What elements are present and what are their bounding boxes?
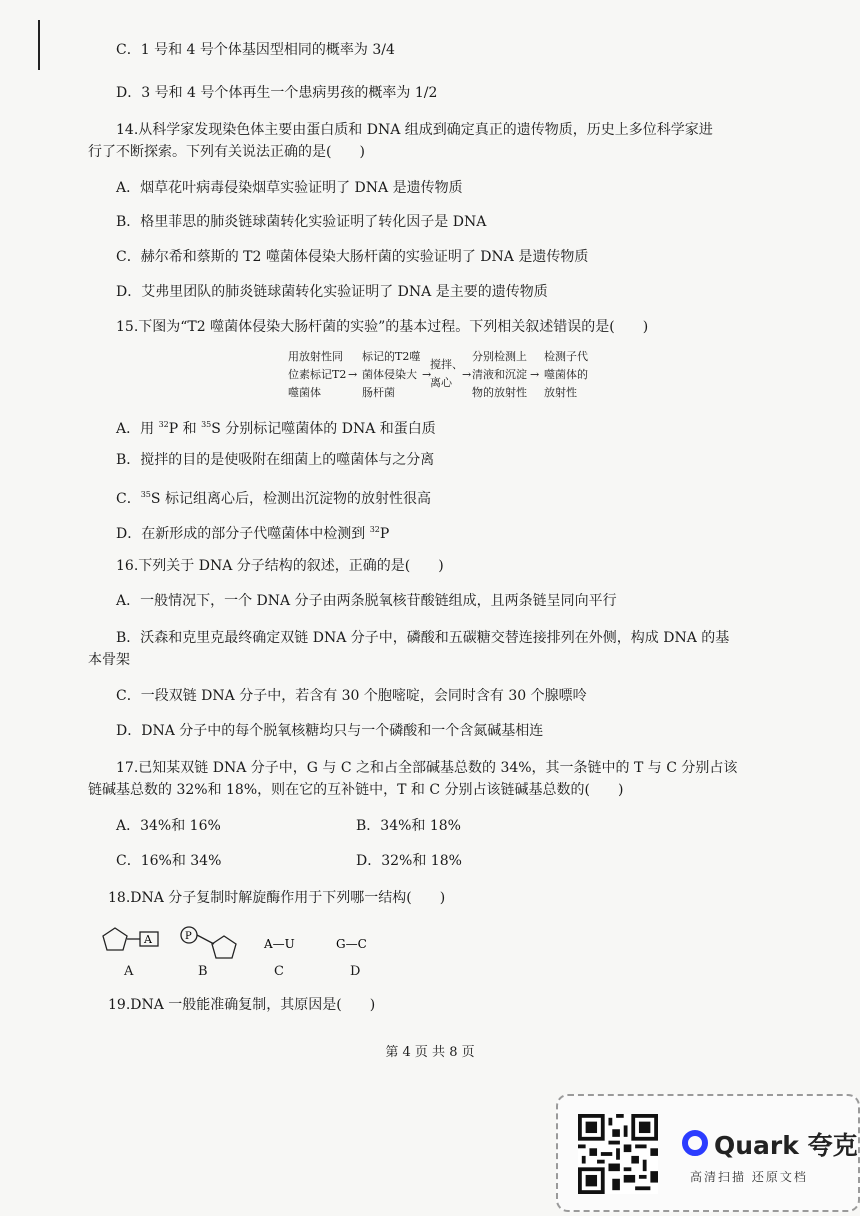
brand-tagline: 高清扫描 还原文档 — [690, 1170, 808, 1184]
option-15d: D．在新形成的部分子代噬菌体中检测到 $^{32}$P — [116, 525, 390, 542]
option-16b-line2: 本骨架 — [88, 652, 130, 668]
diagram-label-c: C — [274, 964, 284, 979]
option-16c: C．一段双链 DNA 分子中，若含有 30 个胞嘧啶，会同时含有 30 个腺嘌呤 — [116, 688, 587, 704]
question-15: 15.下图为“T2 噬菌体侵染大肠杆菌的实验”的基本过程。下列相关叙述错误的是( ) — [116, 319, 649, 335]
flow-step4-l2: 清液和沉淀 — [472, 368, 527, 381]
diagram-label-d: D — [350, 964, 361, 979]
diagram-label-b: B — [198, 964, 208, 979]
option-16d: D．DNA 分子中的每个脱氧核糖均只与一个磷酸和一个含氮碱基相连 — [116, 723, 544, 739]
brand-name: Quark 夸克 — [714, 1131, 858, 1160]
option-13c: C．1 号和 4 号个体基因型相同的概率为 3/4 — [116, 42, 395, 58]
option-15b: B．搅拌的目的是使吸附在细菌上的噬菌体与之分离 — [116, 452, 435, 468]
option-17c: C．16%和 34% — [116, 853, 222, 869]
option-16b-line1: B．沃森和克里克最终确定双链 DNA 分子中，磷酸和五碳糖交替连接排列在外侧，构成 DNA 的基 — [116, 630, 730, 646]
phosphate-text: P — [185, 931, 192, 942]
scanner-watermark-badge — [556, 1094, 860, 1212]
flow-step5-l1: 检测子代 — [544, 350, 588, 363]
pair-d-text: G—C — [336, 937, 367, 951]
question-18: 18.DNA 分子复制时解旋酶作用于下列哪一结构( ) — [108, 890, 446, 906]
structure-options-diagram — [100, 924, 400, 984]
bond-b-line — [197, 935, 214, 944]
question-19: 19.DNA 一般能准确复制，其原因是( ) — [108, 997, 376, 1013]
question-16: 16.下列关于 DNA 分子结构的叙述，正确的是( ) — [116, 558, 444, 574]
flow-arrow-3: → — [462, 368, 472, 381]
qr-code-icon — [578, 1114, 658, 1194]
base-box-a-text: A — [144, 933, 152, 946]
flow-step5-l3: 放射性 — [544, 386, 577, 399]
flow-step1-l2: 位素标记T2 — [288, 368, 347, 381]
pentose-a-shape — [103, 928, 127, 950]
flow-step2-l3: 肠杆菌 — [362, 386, 395, 399]
option-14b: B．格里菲思的肺炎链球菌转化实验证明了转化因子是 DNA — [116, 214, 487, 230]
experiment-flowchart — [288, 348, 618, 404]
flow-step2-l2: 菌体侵染大 — [362, 368, 417, 381]
option-14a: A．烟草花叶病毒侵染烟草实验证明了 DNA 是遗传物质 — [116, 180, 463, 196]
option-16a: A．一般情况下，一个 DNA 分子由两条脱氧核苷酸链组成，且两条链呈同向平行 — [116, 593, 617, 609]
flow-step1-l1: 用放射性同 — [288, 350, 343, 363]
structure-figures — [100, 924, 400, 964]
flow-step5-l2: 噬菌体的 — [544, 368, 588, 381]
option-14d: D．艾弗里团队的肺炎链球菌转化实验证明了 DNA 是主要的遗传物质 — [116, 284, 548, 300]
option-17a: A．34%和 16% — [116, 818, 221, 834]
option-15c: C．$^{35}$S 标记组离心后，检测出沉淀物的放射性很高 — [116, 490, 431, 507]
question-17-line2: 链碱基总数的 32%和 18%，则在它的互补链中，T 和 C 分别占该链碱基总数的( ) — [88, 782, 624, 798]
flow-arrow-2: → — [422, 368, 432, 381]
option-14c: C．赫尔希和蔡斯的 T2 噬菌体侵染大肠杆菌的实验证明了 DNA 是遗传物质 — [116, 249, 589, 265]
pentose-b-shape — [212, 936, 236, 958]
flow-step2-l1: 标记的T2噬 — [362, 350, 421, 363]
question-14-line1: 14.从科学家发现染色体主要由蛋白质和 DNA 组成到确定真正的遗传物质，历史上多位科学家进 — [116, 122, 713, 138]
flow-step3-l1: 搅拌、 — [430, 358, 463, 371]
flow-step4-l3: 物的放射性 — [472, 386, 527, 399]
margin-mark — [38, 20, 40, 70]
option-15a: A．用 $^{32}$P 和 $^{35}$S 分别标记噬菌体的 DNA 和蛋白质 — [116, 420, 436, 437]
option-17b: B．34%和 18% — [356, 818, 461, 834]
question-17-line1: 17.已知某双链 DNA 分子中，G 与 C 之和占全部碱基总数的 34%，其一条链中的 T 与 C 分别占该 — [116, 760, 738, 776]
quark-logo-icon — [682, 1130, 708, 1156]
flow-step4-l1: 分别检测上 — [472, 350, 527, 363]
pair-c-text: A—U — [264, 937, 295, 951]
flow-step1-l3: 噬菌体 — [288, 386, 321, 399]
option-13d: D．3 号和 4 号个体再生一个患病男孩的概率为 1/2 — [116, 85, 438, 101]
option-17d: D．32%和 18% — [356, 853, 462, 869]
flow-step3-l2: 离心 — [430, 376, 452, 389]
diagram-label-a: A — [124, 964, 134, 979]
page-footer: 第 4 页 共 8 页 — [385, 1045, 475, 1060]
flow-arrow-1: → — [348, 368, 358, 381]
question-14-line2: 行了不断探索。下列有关说法正确的是( ) — [88, 144, 365, 160]
flow-arrow-4: → — [530, 368, 540, 381]
